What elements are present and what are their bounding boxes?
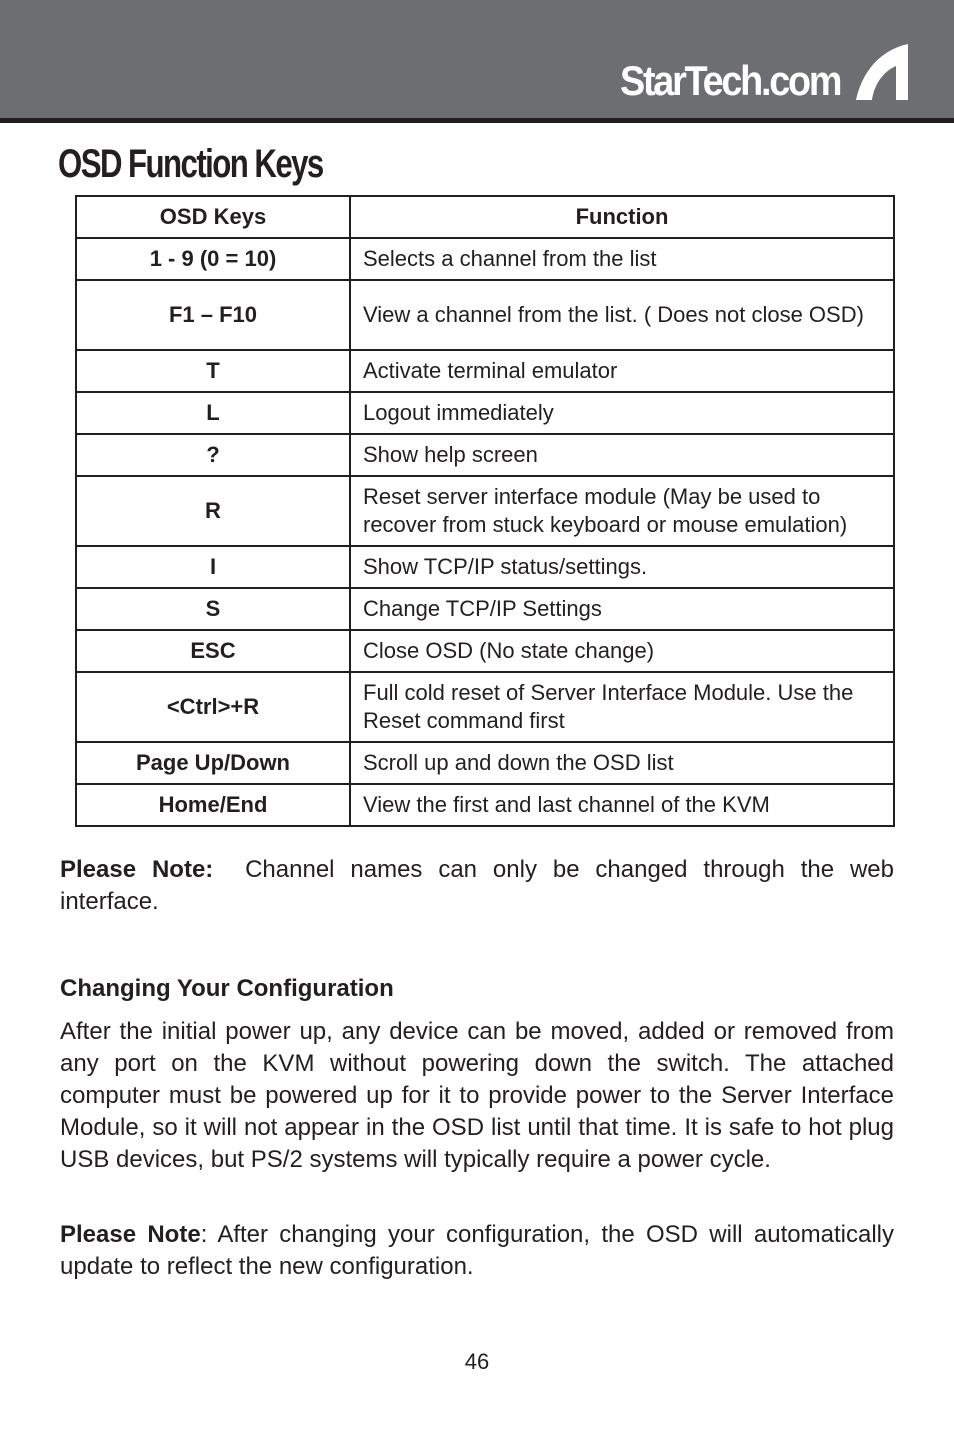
key-cell: ESC xyxy=(76,630,350,672)
header-rule xyxy=(0,118,954,123)
osd-keys-table xyxy=(75,195,895,827)
table-row xyxy=(76,546,894,588)
key-cell: 1 - 9 (0 = 10) xyxy=(76,238,350,280)
section-heading: Changing Your Configuration xyxy=(60,975,394,1002)
key-cell: F1 – F10 xyxy=(76,280,350,350)
function-cell: Full cold reset of Server Interface Module. Use the Reset command first xyxy=(350,672,894,742)
function-cell: Change TCP/IP Settings xyxy=(350,588,894,630)
table-row xyxy=(76,350,894,392)
note-text: Channel names can only be changed through the web interface. xyxy=(60,856,894,915)
key-cell: I xyxy=(76,546,350,588)
function-cell: Logout immediately xyxy=(350,392,894,434)
function-cell: Selects a channel from the list xyxy=(350,238,894,280)
function-cell: View the first and last channel of the KVM xyxy=(350,784,894,826)
table-row xyxy=(76,630,894,672)
key-cell: <Ctrl>+R xyxy=(76,672,350,742)
note-text: : After changing your configuration, the OSD will automatically update to reflect the new configuration. xyxy=(60,1221,894,1280)
page-number: 46 xyxy=(464,1349,490,1374)
function-cell: Activate terminal emulator xyxy=(350,350,894,392)
key-cell: Page Up/Down xyxy=(76,742,350,784)
table-header-row xyxy=(76,196,894,238)
note-configuration xyxy=(60,1219,894,1283)
function-cell: Reset server interface module (May be used to recover from stuck keyboard or mouse emulation) xyxy=(350,476,894,546)
logo-swoosh-icon xyxy=(852,42,910,102)
note-label: Please Note xyxy=(60,1221,201,1248)
table-row xyxy=(76,784,894,826)
note-label: Please Note: xyxy=(60,856,214,883)
startech-logo xyxy=(620,40,865,106)
table-row xyxy=(76,672,894,742)
function-cell: Scroll up and down the OSD list xyxy=(350,742,894,784)
key-cell: Home/End xyxy=(76,784,350,826)
column-header-function: Function xyxy=(350,196,894,238)
body-paragraph: After the initial power up, any device can be moved, added or removed from any port on the KVM without powering down the switch. The attached computer must be powered up for it to provide power to the Server Interface Module, so it will not appear in the OSD list until that time. It is safe to hot plug USB devices, but PS/2 systems will typically require a power cycle. xyxy=(60,1018,894,1173)
logo-text: StarTech.com xyxy=(620,57,841,104)
key-cell: ? xyxy=(76,434,350,476)
table-row xyxy=(76,742,894,784)
function-cell: Show help screen xyxy=(350,434,894,476)
function-cell: Close OSD (No state change) xyxy=(350,630,894,672)
page-title: OSD Function Keys xyxy=(58,142,323,186)
key-cell: R xyxy=(76,476,350,546)
key-cell: L xyxy=(76,392,350,434)
table-row xyxy=(76,476,894,546)
column-header-keys: OSD Keys xyxy=(76,196,350,238)
table-row xyxy=(76,588,894,630)
function-cell: Show TCP/IP status/settings. xyxy=(350,546,894,588)
table-row xyxy=(76,238,894,280)
key-cell: T xyxy=(76,350,350,392)
key-cell: S xyxy=(76,588,350,630)
table-row xyxy=(76,434,894,476)
table-row xyxy=(76,280,894,350)
table-row xyxy=(76,392,894,434)
note-channel-names xyxy=(60,854,894,918)
function-cell: View a channel from the list. ( Does not close OSD) xyxy=(350,280,894,350)
